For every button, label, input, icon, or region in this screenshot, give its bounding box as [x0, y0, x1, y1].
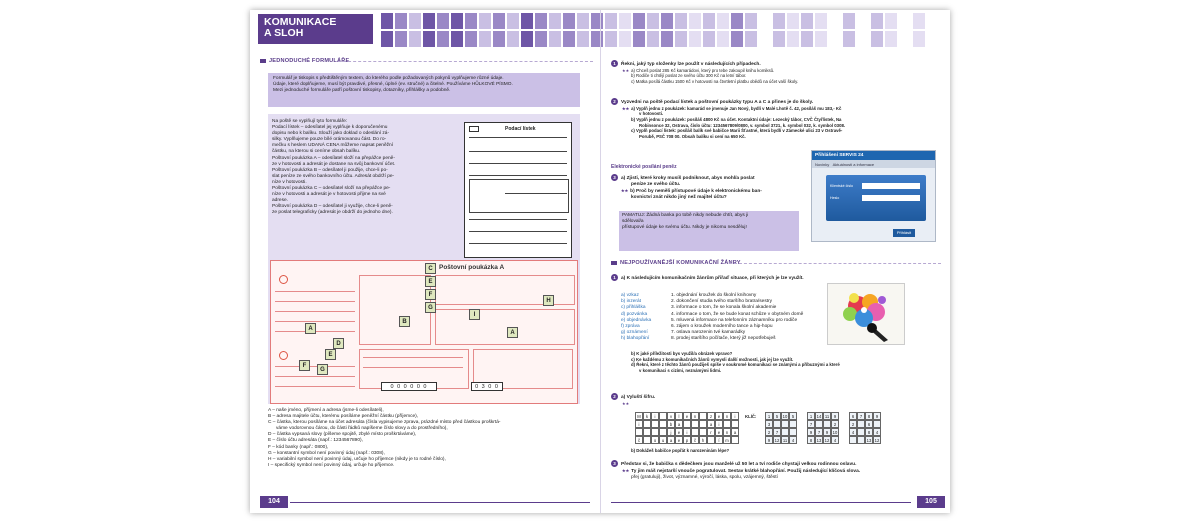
label-d: D	[333, 338, 344, 349]
cipher-cell	[699, 420, 707, 428]
forms-description-line: dopisu nebo k balíku. Slouží jako doklad o odeslání zá-	[272, 131, 390, 137]
cipher-cell: p	[683, 436, 691, 444]
cipher-grid	[635, 412, 739, 444]
label-a: A	[507, 327, 518, 338]
form-legend	[268, 408, 588, 469]
cipher-cell: r	[707, 428, 715, 436]
cipher-cell: j	[667, 428, 675, 436]
cipher-key-cell: 7	[773, 428, 781, 436]
exercise-6: 3 Představ si, že babička s dědečkem jsou manželé už 50 let a tví rodiče chystají velkou rodinnou oslavu. ★★ Ty jim máš nejstarší vnouče pogratulovat. Sestav krátké blahopřání. Použij následující klíčová slova. přej (gratuluji), život, významné, výročí, láska, spolu, vzájemný, štěstí	[611, 460, 946, 481]
cipher-key-label: KLÍČ:	[745, 414, 757, 419]
genre-label: e) objednávka	[621, 317, 652, 323]
section-title-genres: NEJPOUŽÍVANĚJŠÍ KOMUNIKAČNÍ ŽÁNRY	[611, 260, 741, 266]
cipher-cell: č	[691, 436, 699, 444]
label-i: I	[469, 309, 480, 320]
cipher-cell	[659, 420, 667, 428]
intro-line: Mezi jednoduché formuláře patří poštovní tiskopisy, dotazníky, přihlášky a podobně.	[273, 88, 451, 94]
situation-label: 1. objednání kroužek do školní knihovny	[671, 293, 757, 298]
forms-description-line: Na poště se vyplňují tyto formuláře:	[272, 119, 348, 124]
cipher-cell	[723, 420, 731, 428]
label-b: B	[399, 316, 410, 327]
cipher-key-cell	[849, 436, 857, 444]
cipher-cell	[635, 428, 643, 436]
servis-username-field[interactable]	[862, 183, 920, 189]
cipher-cell	[659, 428, 667, 436]
cipher-cell: u	[659, 436, 667, 444]
cipher-key-cell: 14	[816, 414, 822, 419]
cipher-key-cell: 7	[807, 420, 815, 428]
label-f: F	[425, 289, 436, 300]
cipher-key-cell: 9	[823, 428, 831, 436]
cipher-key-cell	[789, 420, 797, 428]
cipher-key-cell: 12	[774, 438, 780, 443]
cipher-cell: e	[675, 428, 683, 436]
cipher-key-cell: 9	[831, 412, 839, 420]
cipher-cell: n	[723, 428, 731, 436]
cipher-key-cell: 5	[789, 412, 797, 420]
cipher-cell: i	[651, 412, 659, 420]
cipher-key-cell: 8	[865, 428, 873, 436]
cipher-key-cell: 6	[849, 412, 857, 420]
exercise-4-followups: b) K jaké příležitosti bys využil/a obrázek vpravo? c) Ke každému z komunikačních žánrů vymysli další možnosti, jak jej lze využít. d) Řekni, které z těchto žánrů použiješ spíše v soukromé komunikaci se známými a příbuznými a které v komunikaci s cizími, neznámými lidmi.	[631, 351, 840, 373]
legend-line: vámе vodorovnou čárou, do části řádků napíšeme číslo slovy a do prostředního),	[276, 426, 448, 432]
cipher-key-cell: 10	[832, 430, 838, 435]
cipher-cell	[683, 420, 691, 428]
cipher-cell	[699, 428, 707, 436]
cipher-cell: i	[635, 420, 643, 428]
servis-login-panel: Klientské číslo Heslo	[826, 175, 926, 221]
label-f-left: F	[299, 360, 310, 371]
exercise-5: 2 a) Vyluští šifru. ★★	[611, 393, 946, 406]
music-disc-image	[827, 283, 905, 345]
forms-description-line: částku, na kterou si ceníme obsah balíku.	[272, 149, 361, 155]
section-rule	[729, 263, 941, 264]
label-c: C	[425, 263, 436, 274]
cipher-key-cell: 7	[857, 412, 865, 420]
forms-description-line: Poštovní poukázka B – odesílatel ji použije, chce-li po-	[272, 167, 388, 173]
exercise-4-question: a) K následujícím komunikačním žánrům přiřaď situace, při kterých je lze využít.	[621, 275, 804, 281]
situation-label: 2. dokončení studia tvého staršího bratra/sestry	[671, 299, 773, 305]
cipher-key-cell: 9	[807, 428, 815, 436]
cipher-cell: n	[691, 412, 699, 420]
cipher-key-cell: 1	[765, 412, 773, 420]
legend-line: I – specifický symbol není povinný údaj, určuje ho příjemce.	[268, 462, 395, 468]
cipher-key-cell: 10	[782, 414, 788, 419]
cipher-key-a	[765, 412, 797, 444]
servis-title: Přihlášení SERVIS 24	[812, 151, 935, 160]
cipher-key-cell: 5	[773, 412, 781, 420]
cipher-cell: e	[715, 412, 723, 420]
cipher-key-cell: 4	[789, 436, 797, 444]
section-rule	[338, 61, 593, 62]
cipher-cell	[659, 412, 667, 420]
legend-line: A – naše jméno, příjmení a adresa (jsme-li odesílateli),	[268, 408, 384, 413]
exercise-3: 3 a) Zjisti, které kroky musíš podniknout, abys mohl/a poslat peníze ze svého účtu. ★★ b) Proč by neměli přístupové údaje k elektronickému ban- kovnictví znát nikdo jiný než majitel účtu?	[611, 174, 806, 201]
forms-description-line: Poštovní poukázka C – odesílatel složí na přepážce pe-	[272, 186, 391, 192]
cipher-key-cell	[781, 420, 789, 428]
forms-description-line: níze v hotovosti a adresát je v hotovosti přijme na své	[272, 192, 386, 198]
post-horn-icon	[279, 275, 288, 284]
cipher-cell: v	[667, 412, 675, 420]
cipher-key-cell: 9	[873, 412, 881, 420]
cipher-cell	[707, 436, 715, 444]
situation-label: 3. informace o tom, že se konala školní akademie	[671, 305, 777, 311]
cipher-cell: o	[651, 436, 659, 444]
cipher-key-cell: 13	[866, 438, 872, 443]
cipher-key-cell	[789, 428, 797, 436]
cipher-key-cell: 11	[824, 414, 830, 419]
legend-line: D – částka vypsaná slovy (píšeme spojitě, zbylé místo proškrtáváme),	[268, 432, 417, 438]
cipher-key-cell: 8	[865, 412, 873, 420]
situation-label: 4. informace o tom, že se bude konat schůze v obytném domě	[671, 311, 804, 317]
cipher-cell	[643, 436, 651, 444]
cipher-key-cell: 12	[824, 438, 830, 443]
cipher-cell	[731, 436, 739, 444]
cipher-key-cell: 11	[782, 438, 788, 443]
genre-label: c) přihláška	[621, 305, 646, 311]
legend-line: B – adresa majitele účtu, kterému posíláme peněžní částku (příjemce),	[268, 414, 419, 420]
footer-rule	[290, 502, 590, 503]
cipher-cell: m	[723, 436, 731, 444]
cipher-key-cell: 2	[831, 420, 839, 428]
cipher-key-cell: 7	[815, 428, 823, 436]
genres-matching	[621, 293, 821, 343]
form2-digits-left: 0 0 0 0 0 0	[381, 382, 437, 391]
forms-description-line: silky. Vyplňujeme pouze bílé orámovanou část. Do ro-	[272, 137, 387, 143]
cipher-cell: a	[667, 436, 675, 444]
forms-panel	[268, 114, 580, 404]
cipher-cell: i	[715, 420, 723, 428]
cipher-cell: a	[707, 420, 715, 428]
exercise-1: 1 Řekni, jaký typ složenky lze použít v následujících případech. ★★ a) Chceš poslat 285 Kč kamarádovi, který pro tebe zakoupil knihu komiksů. b) Rodiče ti chtějí poslat ze svého účtu 300 Kč na letní tábor. c) Matka posílá částku 1500 Kč v hotovosti na čtvrtletní platbu obědů na účet vaší školy.	[611, 60, 946, 85]
label-h: H	[543, 295, 554, 306]
cipher-key-cell	[823, 420, 831, 428]
genre-row	[621, 336, 821, 342]
forms-description-line: mečku s heslem UDANÁ CENA můžeme napsat peněžní	[272, 143, 394, 149]
cipher-key-cell: 4	[873, 428, 881, 436]
cipher-key-cell: 6	[865, 420, 873, 428]
forms-description-line: adrese.	[272, 198, 288, 204]
cipher-cell	[643, 428, 651, 436]
postovni-poukazka-a-form	[270, 260, 578, 404]
servis-tabs: Novinky Aktuálnosti a informace	[812, 160, 935, 168]
cipher-key-cell: 2	[765, 428, 773, 436]
situation-label: 5. mluvená informace na telefonním záznamníku pro rodiče	[671, 317, 798, 323]
label-e: E	[425, 276, 436, 287]
section-title-forms: JEDNODUCHÉ FORMULÁŘE	[260, 58, 349, 64]
cipher-key-cell	[857, 428, 865, 436]
servis-password-field[interactable]	[862, 195, 920, 201]
footer-rule	[611, 502, 911, 503]
cipher-key-cell	[873, 420, 881, 428]
cipher-key-cell: 12	[874, 438, 880, 443]
forms-description-line: Podací lístek – odesílatel jej vyplňuje k doporučenému	[272, 125, 388, 131]
cipher-key-cell	[815, 420, 823, 428]
intro-line: Formulář je tiskopis s předtištěným textem, do kterého podle požadovaných pokynů vyplňujeme různé údaje.	[273, 76, 504, 81]
genre-label: f) zpráva	[621, 324, 640, 330]
forms-description-line: níze v hotovosti.	[272, 179, 307, 185]
cipher-cell	[731, 420, 739, 428]
label-e-left: E	[325, 349, 336, 360]
form1-box	[469, 179, 569, 213]
cipher-cell: a	[675, 420, 683, 428]
textbook-spread	[250, 10, 950, 513]
right-page	[600, 10, 950, 513]
cipher-key-cell	[781, 428, 789, 436]
form2-title: Poštovní poukázka A	[439, 264, 505, 271]
cipher-cell: n	[723, 412, 731, 420]
cipher-key-cell	[857, 420, 865, 428]
cipher-cell: i	[731, 412, 739, 420]
exercise-2: 2 Vyzvedni na poště podací lístek a poštovní poukázky typu A a C a přines je do školy. ★★ a) Vyplň jednu z poukázek: kamarád se jmenuje Jan Nový, bydlí v Malé Lhotě č. 42, posíláš mu 183,- Kč v hotovosti. b) Vyplň jednu z poukázek: posíláš 4800 Kč na účet. Kontaktní údaje: Lezecký tábor, CVČ Čtyřlístek, Na Robinsonce 32, Ostrava, číslo účtu: 1234567809/0800, v. symbol 3721, k. symbol 032, k. symbol 0308. c) Vyplň podací lístek: posíláš balík své babičce Marii Šťastné, která bydlí v Zámecké ulici 23 v Ostravě- Porubě, PSČ 708 00. Obsah balíku si cení na 650 Kč.	[611, 98, 946, 139]
label-g-left: G	[317, 364, 328, 375]
cipher-key-b	[807, 412, 839, 444]
cipher-cell: e	[683, 412, 691, 420]
cipher-cell: a	[731, 428, 739, 436]
legend-line: G – konstantní symbol není povinný údaj (např.: 0308),	[268, 450, 385, 456]
genre-label: g) oznámení	[621, 330, 648, 336]
genre-label: h) blahopřání	[621, 336, 650, 342]
form1-title: Podací lístek	[505, 126, 536, 132]
servis-login-button[interactable]: Přihlásit	[893, 229, 915, 237]
epay-title: Elektronické posílání peněz	[611, 164, 677, 170]
forms-description-line: slat peníze ze svého bankovního účtu. Adresát obdrží pe-	[272, 173, 395, 179]
chapter-title: KOMUNIKACE A SLOH	[258, 14, 373, 44]
form2-digits-right: 0 3 0 0	[471, 382, 503, 391]
cipher-cell: č	[635, 436, 643, 444]
forms-description-line: Poštovní poukázka D – odesílatel ji využije, chce-li peně-	[272, 204, 393, 210]
genre-label: a) vzkaz	[621, 293, 639, 298]
podaci-listek-form	[464, 122, 572, 258]
cipher-cell: í	[715, 436, 723, 444]
cipher-key-cell: 4	[849, 428, 857, 436]
cipher-cell	[651, 420, 659, 428]
intro-line: Údaje, které doplňujeme, musí být pravdivé, přesné, úplné (ev. stručné) a čitelné. Používáme HŮLKOVÉ PÍSMO.	[273, 82, 513, 88]
cipher-cell: h	[699, 436, 707, 444]
label-g: G	[425, 302, 436, 313]
legend-line: H – variabilní symbol není povinný údaj, určuje ho příjemce (nikdy je to rodné číslo),	[268, 456, 446, 462]
cipher-cell: e	[715, 428, 723, 436]
cipher-key-cell: 2	[849, 420, 857, 428]
cipher-cell: b	[667, 420, 675, 428]
cipher-key-cell: 9	[765, 436, 773, 444]
cipher-cell	[699, 412, 707, 420]
left-page	[250, 10, 600, 513]
exercise-5-followup: b) Dokážeš babičce popřát k narozeninám lépe?	[631, 448, 730, 453]
cipher-key-cell: 4	[831, 436, 839, 444]
cipher-cell: l	[675, 412, 683, 420]
forms-description-line: Poštovní poukázka A – odesílatel složí na přepážce peně-	[272, 155, 395, 161]
cipher-cell: z	[707, 412, 715, 420]
exercise-2-question: Vyzvedni na poště podací lístek a poštovní poukázky typu A a C a přines je do školy.	[621, 99, 814, 105]
cipher-cell: k	[643, 412, 651, 420]
post-logo-icon	[469, 126, 479, 132]
legend-line: C – částka, kterou posíláme na účet adresáta (čísla vypisujeme zprava, prázdné místo před částkou proškrtá-	[268, 420, 501, 426]
remember-box: PAMATUJ: Žádná banka po tobě nikdy nebude chtít, abys ji sděloval/a přístupové údaje ke svému účtu. Nikdy je nikomu nesděluj!	[619, 211, 799, 251]
legend-line: F – kód banky (např.: 0800),	[268, 444, 329, 450]
label-a-left: A	[305, 323, 316, 334]
cipher-cell	[643, 420, 651, 428]
situation-label: 7. oslava narozenin tvé kamarádky	[671, 330, 746, 336]
genre-label: b) inzerát	[621, 299, 641, 305]
cipher-cell	[651, 428, 659, 436]
forms-description	[272, 119, 454, 217]
cipher-key-cell	[773, 420, 781, 428]
situation-label: 6. zájem o kroužek moderního tance a hip-hopu	[671, 324, 773, 330]
forms-description-line: ze v hotovosti a adresát je dostane na svůj bankovní účet.	[272, 161, 396, 167]
bank-login-screenshot	[811, 150, 936, 242]
page-number-right: 105	[917, 496, 945, 508]
cipher-cell: e	[675, 436, 683, 444]
cipher-cell: M	[635, 412, 643, 420]
cipher-key-cell: 13	[816, 438, 822, 443]
cipher-key-cell: 8	[807, 436, 815, 444]
cipher-cell	[691, 428, 699, 436]
cipher-key-cell: 3	[765, 420, 773, 428]
situation-label: 8. prodej staršího počítače, který již nepotřebuješ	[671, 336, 776, 342]
page-number-left: 104	[260, 496, 288, 508]
cipher-key-cell: 1	[807, 412, 815, 420]
legend-line: E – číslo účtu adresáta (např.: 1234567890),	[268, 438, 363, 444]
keywords: přej (gratuluji), život, významné, výročí, láska, spolu, vzájemný, štěstí	[631, 474, 778, 480]
exercise-4: 1 a) K následujícím komunikačním žánrům přiřaď situace, při kterých je lze využít.	[611, 274, 946, 282]
cipher-key-cell	[857, 436, 865, 444]
exercise-1-question: Řekni, jaký typ složenky lze použít v následujících případech.	[621, 61, 761, 67]
intro-box	[268, 73, 580, 107]
cipher-cell: i	[683, 428, 691, 436]
cipher-key-c	[849, 412, 881, 444]
genre-label: d) pozvánka	[621, 311, 648, 317]
post-horn-icon	[279, 351, 288, 360]
cipher-cell	[691, 420, 699, 428]
forms-description-line: ze poslat telegraficky (adresát je obdrží do jednoho dne).	[272, 210, 393, 216]
